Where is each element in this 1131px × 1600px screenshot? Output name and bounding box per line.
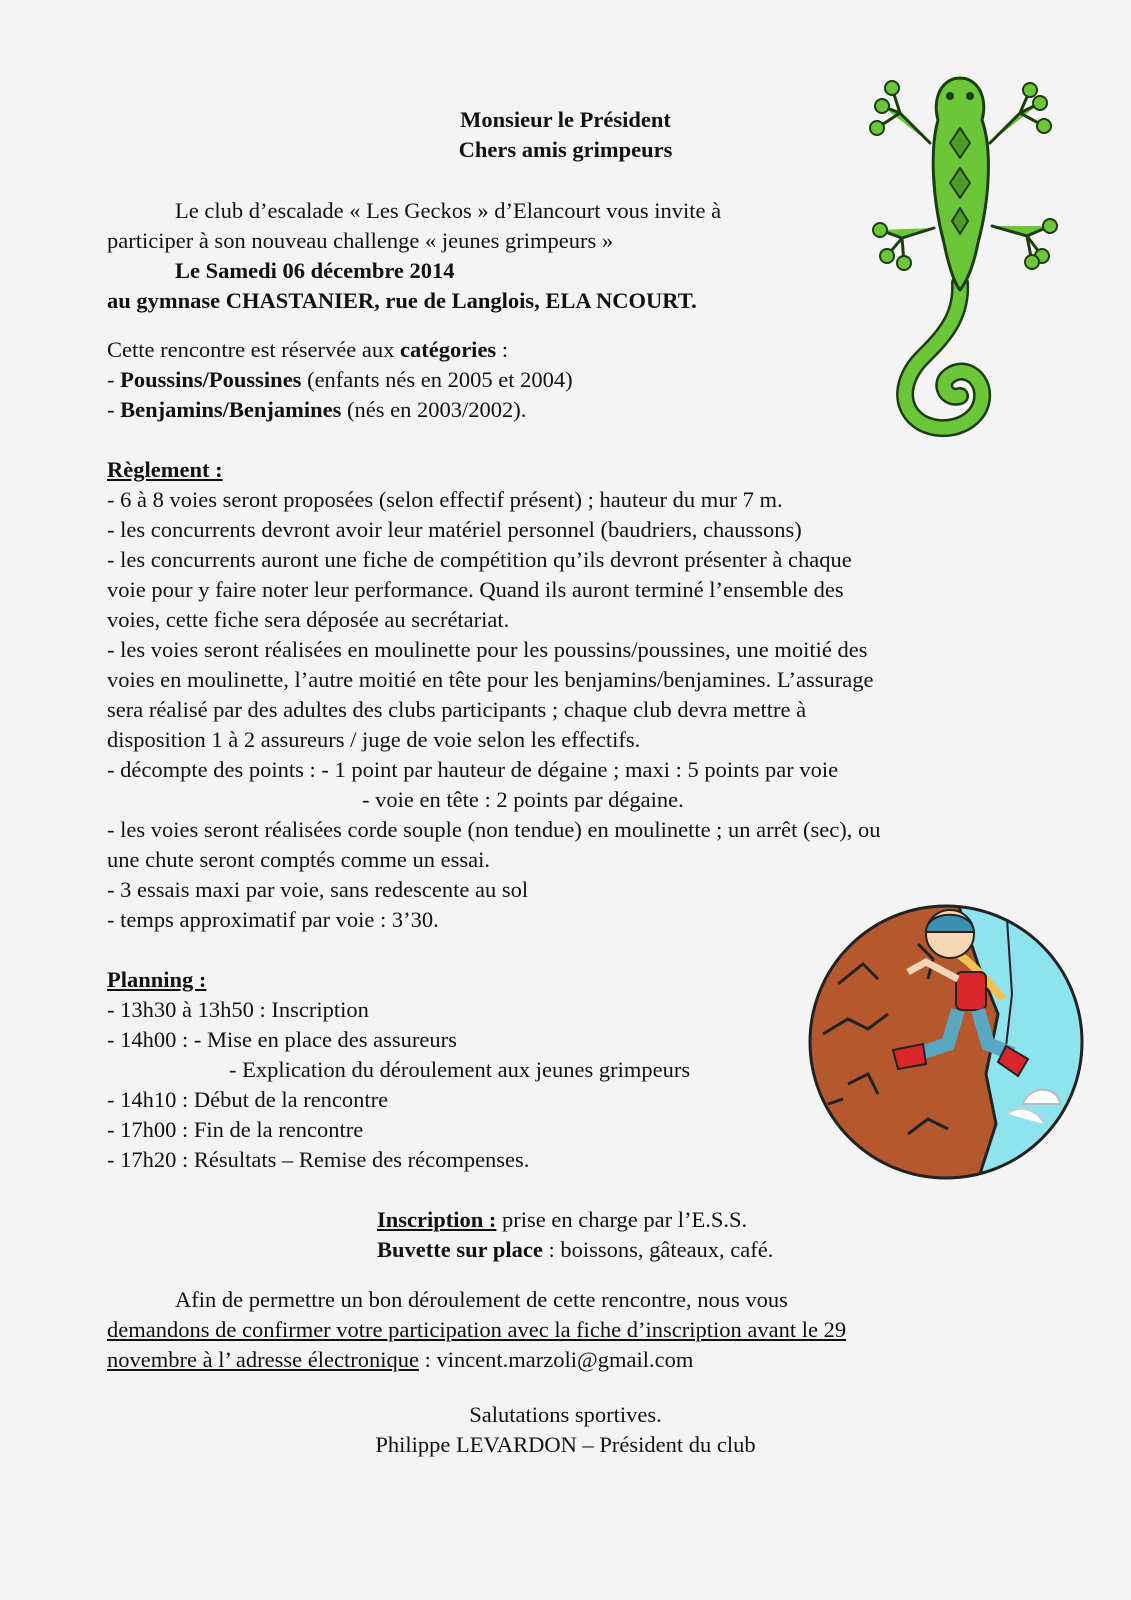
reglement-line: - temps approximatif par voie : 3’30.	[107, 907, 439, 932]
reglement-heading: Règlement :	[107, 457, 223, 482]
closing-line-3	[107, 1345, 693, 1375]
planning-line: - 13h30 à 13h50 : Inscription	[107, 997, 369, 1022]
closing-line-1: Afin de permettre un bon déroulement de cette rencontre, nous vous	[175, 1287, 788, 1312]
inscription-label: Inscription :	[377, 1207, 497, 1232]
planning-line: - 17h00 : Fin de la rencontre	[107, 1117, 364, 1142]
reglement-line: - 3 essais maxi par voie, sans redescente au sol	[107, 877, 529, 902]
reglement-line: - les concurrents auront une fiche de compétition qu’ils devront présenter à chaque	[107, 547, 852, 572]
categories-intro	[107, 335, 508, 365]
reglement-line: voies, cette fiche sera déposée au secrétariat.	[107, 607, 510, 632]
category-detail: (nés en 2003/2002).	[341, 397, 527, 422]
buvette-text: : boissons, gâteaux, café.	[542, 1237, 774, 1262]
buvette-label: Buvette sur place	[377, 1237, 543, 1262]
planning-line: - 14h00 : - Mise en place des assureurs	[107, 1027, 457, 1052]
intro-line-2: participer à son nouveau challenge « jeunes grimpeurs »	[107, 228, 614, 253]
contact-email: : vincent.marzoli@gmail.com	[418, 1347, 694, 1372]
intro-line-1: Le club d’escalade « Les Geckos » d’Elancourt vous invite à	[175, 198, 722, 223]
event-venue: au gymnase CHASTANIER, rue de Langlois, ELA NCOURT.	[107, 288, 697, 313]
event-date: Le Samedi 06 décembre 2014	[175, 258, 455, 283]
categories-intro-end: :	[496, 337, 509, 362]
reglement-line: sera réalisé par des adultes des clubs participants ; chaque club devra mettre à	[107, 697, 807, 722]
reglement-line: - 6 à 8 voies seront proposées (selon effectif présent) ; hauteur du mur 7 m.	[107, 487, 783, 512]
category-name: Benjamins/Benjamines	[120, 397, 342, 422]
closing-line-2: demandons de confirmer votre participation avec la fiche d’inscription avant le 29	[107, 1317, 847, 1342]
reglement-line: - voie en tête : 2 points par dégaine.	[362, 787, 684, 812]
category-item	[107, 395, 526, 425]
buvette-info	[377, 1235, 773, 1265]
salutation-climbers: Chers amis grimpeurs	[458, 137, 673, 162]
reglement-line: - les concurrents devront avoir leur matériel personnel (baudriers, chaussons)	[107, 517, 802, 542]
category-item	[107, 365, 573, 395]
planning-line: - Explication du déroulement aux jeunes grimpeurs	[229, 1057, 691, 1082]
reglement-line: disposition 1 à 2 assureurs / juge de voie selon les effectifs.	[107, 727, 641, 752]
closing-underlined: novembre à l’ adresse électronique	[107, 1347, 419, 1372]
category-detail: (enfants nés en 2005 et 2004)	[301, 367, 573, 392]
category-name: Poussins/Poussines	[120, 367, 302, 392]
reglement-line: voie pour y faire noter leur performance. Quand ils auront terminé l’ensemble des	[107, 577, 844, 602]
reglement-line: - décompte des points : - 1 point par hauteur de dégaine ; maxi : 5 points par voie	[107, 757, 839, 782]
reglement-line: - les voies seront réalisées corde souple (non tendue) en moulinette ; un arrêt (sec), ou	[107, 817, 881, 842]
inscription-text: prise en charge par l’E.S.S.	[496, 1207, 748, 1232]
signer: Philippe LEVARDON – Président du club	[375, 1432, 756, 1457]
reglement-line: - les voies seront réalisées en moulinette pour les poussins/poussines, une moitié des	[107, 637, 868, 662]
category-prefix: -	[107, 367, 121, 392]
salutation-president: Monsieur le Président	[460, 107, 671, 132]
greeting: Salutations sportives.	[469, 1402, 662, 1427]
planning-line: - 17h20 : Résultats – Remise des récompenses.	[107, 1147, 530, 1172]
planning-heading: Planning :	[107, 967, 207, 992]
category-prefix: -	[107, 397, 121, 422]
inscription-info	[377, 1205, 747, 1235]
reglement-line: voies en moulinette, l’autre moitié en tête pour les benjamins/benjamines. L’assurage	[107, 667, 874, 692]
planning-line: - 14h10 : Début de la rencontre	[107, 1087, 389, 1112]
categories-intro-text: Cette rencontre est réservée aux	[107, 337, 400, 362]
gecko-illustration-icon	[862, 58, 1082, 438]
child-climber-illustration-icon	[808, 904, 1084, 1180]
categories-intro-bold: catégories	[399, 337, 497, 362]
reglement-line: une chute seront comptés comme un essai.	[107, 847, 491, 872]
